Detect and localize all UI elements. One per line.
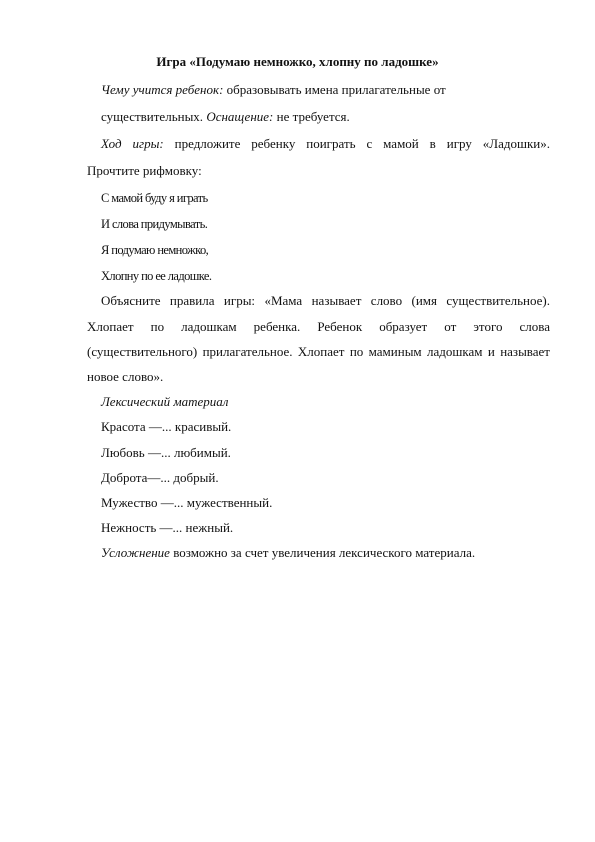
rhyme-line-4: Хлопну по ее ладошке. (101, 269, 212, 283)
rhyme-line-1: С мамой буду я играть (101, 191, 208, 205)
lexical-item-3: Доброта—... добрый. (101, 470, 219, 485)
rhyme-line-2: И слова придумывать. (101, 217, 208, 231)
rules-line-4: новое слово». (87, 369, 164, 384)
complication-label: Усложнение (101, 545, 170, 560)
lexical-heading (101, 394, 228, 410)
course-label: Ход игры: (101, 136, 164, 151)
rhyme-line-3: Я подумаю немножко, (101, 243, 209, 257)
document-title: Игра «Подумаю немножко, хлопну по ладошке» (156, 54, 439, 69)
learn-label: Чему учится ребенок: (101, 82, 224, 97)
learn-paragraph (101, 82, 446, 98)
course-continuation: Прочтите рифмовку: (87, 163, 202, 178)
rules-line-2: Хлопает по ладошкам ребенка. Ребенок образует от этого слова (87, 319, 550, 334)
rules-line-1: Объясните правила игры: «Мама называет слово (имя существительное). (101, 293, 550, 308)
lexical-item-2: Любовь —... любимый. (101, 445, 231, 460)
lexical-heading-text: Лексический материал (101, 394, 229, 409)
lexical-item-4: Мужество —... мужественный. (101, 495, 273, 510)
lexical-item-1: Красота —... красивый. (101, 419, 232, 434)
complication-text: возможно за счет увеличения лексического материала. (169, 545, 476, 560)
learn-text: образовывать имена прилагательные от (223, 82, 446, 97)
complication-paragraph (101, 545, 475, 561)
equipment-text: не требуется. (273, 109, 350, 124)
equipment-label: Оснащение: (206, 109, 274, 124)
learn-continuation-line (101, 109, 350, 125)
lexical-item-5: Нежность —... нежный. (101, 520, 234, 535)
course-paragraph (101, 136, 550, 152)
rules-line-3: (существительного) прилагательное. Хлопает по маминым ладошкам и называет (87, 344, 550, 359)
learn-continuation: существительных. (101, 109, 207, 124)
course-text: предложите ребенку поиграть с мамой в игру «Ладошки». (163, 136, 551, 151)
